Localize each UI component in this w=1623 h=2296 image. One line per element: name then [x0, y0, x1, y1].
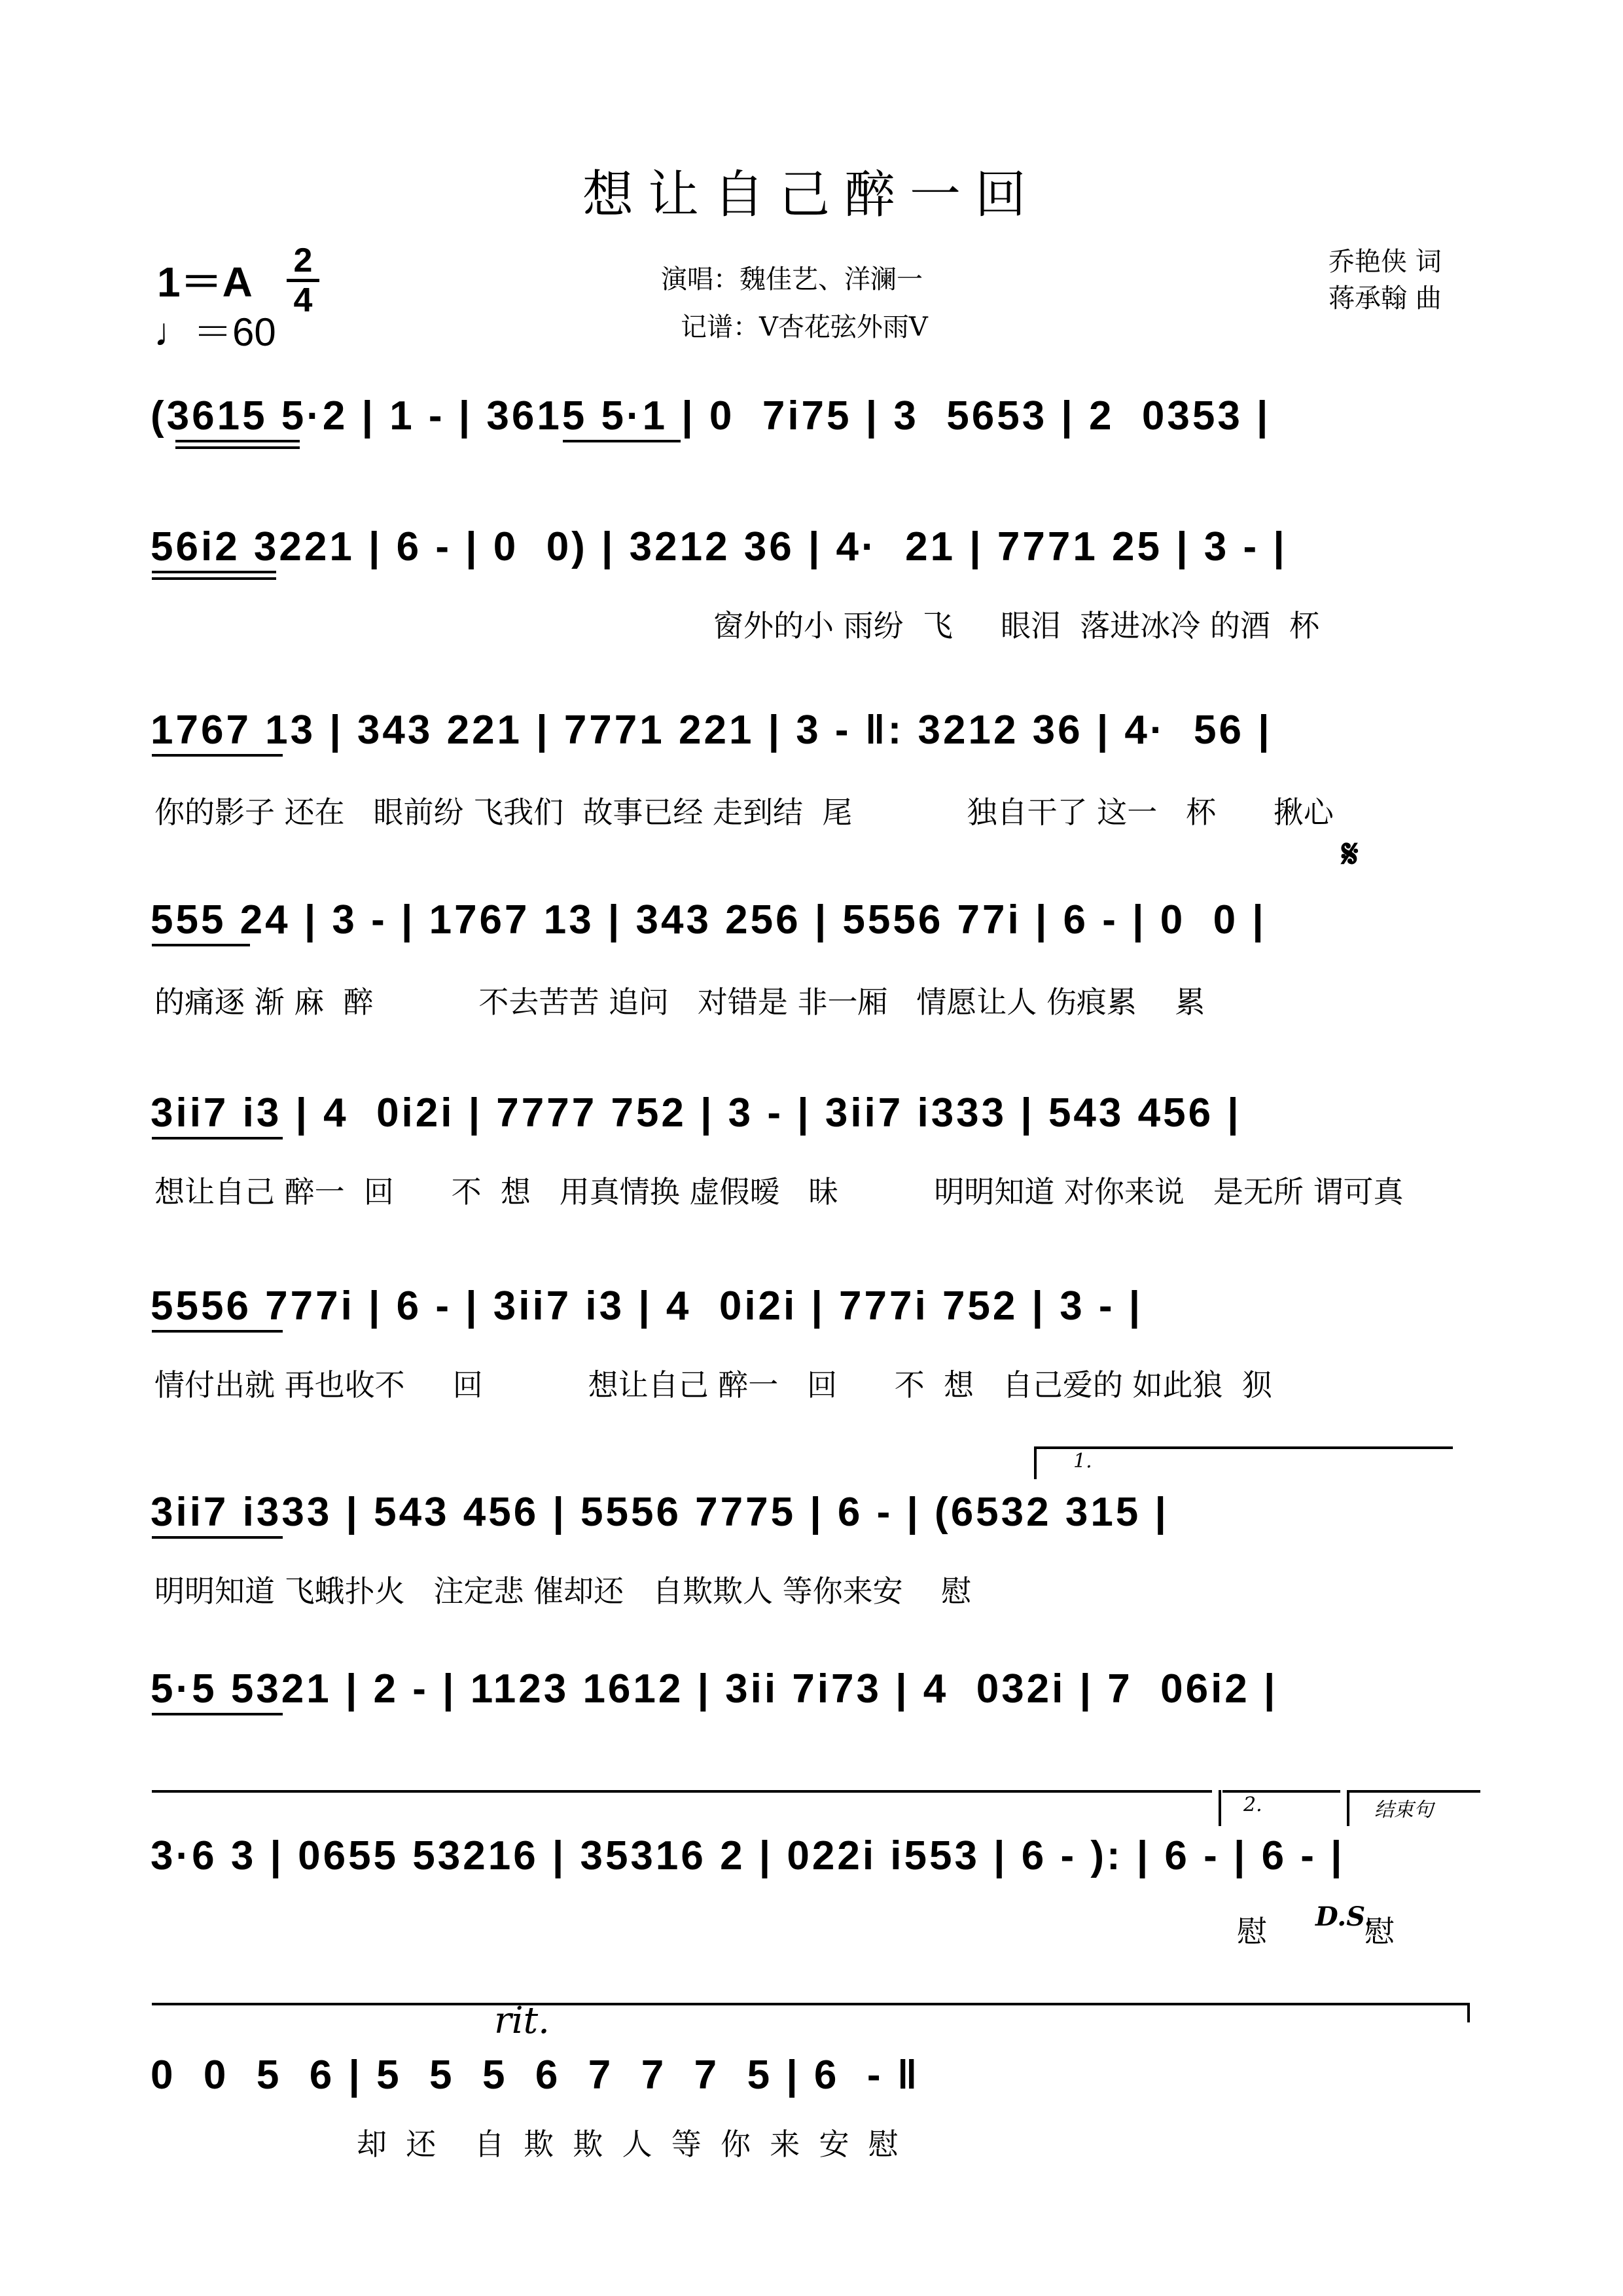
second-ending-mark: 2. — [1243, 1793, 1262, 1816]
song-title: 想让自己醉一回 — [582, 166, 1041, 224]
score-row-2: 56i2 3221 | 6 - | 0 0) | 3212 36 | 4· 21 | 7771 25 | 3 - | — [151, 524, 1287, 569]
score-row-10: 0 0 5 6 | 5 5 5 6 7 7 7 5 | 6 - ‖ — [151, 2053, 920, 2098]
score-row-1: (3615 5·2 | 1 - | 3615 5·1 | 0 7i75 | 3 5653 | 2 0353 | — [151, 393, 1271, 439]
score-row-3: 1767 13 | 343 221 | 7771 221 | 3 - ‖: 3212 36 | 4· 56 | — [151, 708, 1272, 753]
first-ending-mark: 1. — [1073, 1450, 1092, 1473]
lyrics-row-5: 想让自己 醉一 回 不 想 用真情换 虚假暧 昧 明明知道 对你来说 是无所 谓可真 — [154, 1174, 1404, 1210]
score-row-8: 5·5 5321 | 2 - | 1123 1612 | 3ii 7i73 | 4 032i | 7 06i2 | — [151, 1666, 1278, 1712]
score-row-4: 555 24 | 3 - | 1767 13 | 343 256 | 5556 77i | 6 - | 0 0 | — [151, 897, 1266, 942]
lyricist-credit: 乔艳侠 词 — [1329, 247, 1442, 277]
ritardando-mark: rit. — [494, 2000, 550, 2042]
lyrics-row-9: 慰 — [1237, 1914, 1267, 1949]
score-row-9: 3·6 3 | 0655 53216 | 35316 2 | 022i i553 | 6 - ): | 6 - | 6 - | — [151, 1833, 1345, 1878]
score-row-7: 3ii7 i333 | 543 456 | 5556 7775 | 6 - | (6532 315 | — [151, 1490, 1169, 1535]
tempo-mark: ♩＝60 — [154, 310, 276, 354]
lyrics-row-9-end: 慰 — [1364, 1914, 1395, 1949]
composer-credit: 蒋承翰 曲 — [1329, 283, 1442, 314]
dal-segno-mark: D.S. — [1315, 1901, 1374, 1932]
lyrics-row-7: 明明知道 飞蛾扑火 注定悲 催却还 自欺欺人 等你来安 慰 — [154, 1573, 972, 1609]
lyrics-row-10: 却 还 自 欺 欺 人 等 你 来 安 慰 — [357, 2126, 899, 2162]
lyrics-row-4: 的痛逐 渐 麻 醉 不去苦苦 追问 对错是 非一厢 情愿让人 伤痕累 累 — [154, 984, 1205, 1020]
score-row-5: 3ii7 i3 | 4 0i2i | 7777 752 | 3 - | 3ii7 i333 | 543 456 | — [151, 1090, 1241, 1136]
lyrics-row-6: 情付出就 再也收不 回 想让自己 醉一 回 不 想 自己爱的 如此狼 狈 — [154, 1367, 1272, 1403]
time-signature-top: 2 — [293, 242, 313, 279]
ending-phrase-mark: 结束句 — [1374, 1799, 1433, 1821]
singers-credit: 演唱：魏佳艺、洋澜一 — [661, 264, 923, 295]
time-signature — [287, 243, 319, 317]
transcriber-credit: 记谱：V杏花弦外雨V — [681, 312, 928, 342]
score-row-6: 5556 777i | 6 - | 3ii7 i3 | 4 0i2i | 777i 752 | 3 - | — [151, 1283, 1143, 1329]
lyrics-row-2: 窗外的小 雨纷 飞 眼泪 落进冰冷 的酒 杯 — [713, 608, 1320, 643]
lyrics-row-3: 你的影子 还在 眼前纷 飞我们 故事已经 走到结 尾 独自干了 这一 杯 揪心 — [154, 795, 1334, 830]
time-signature-bottom: 4 — [293, 281, 313, 319]
segno-sign: 𝄋 — [1342, 831, 1359, 877]
key-signature: 1＝A — [157, 259, 253, 306]
